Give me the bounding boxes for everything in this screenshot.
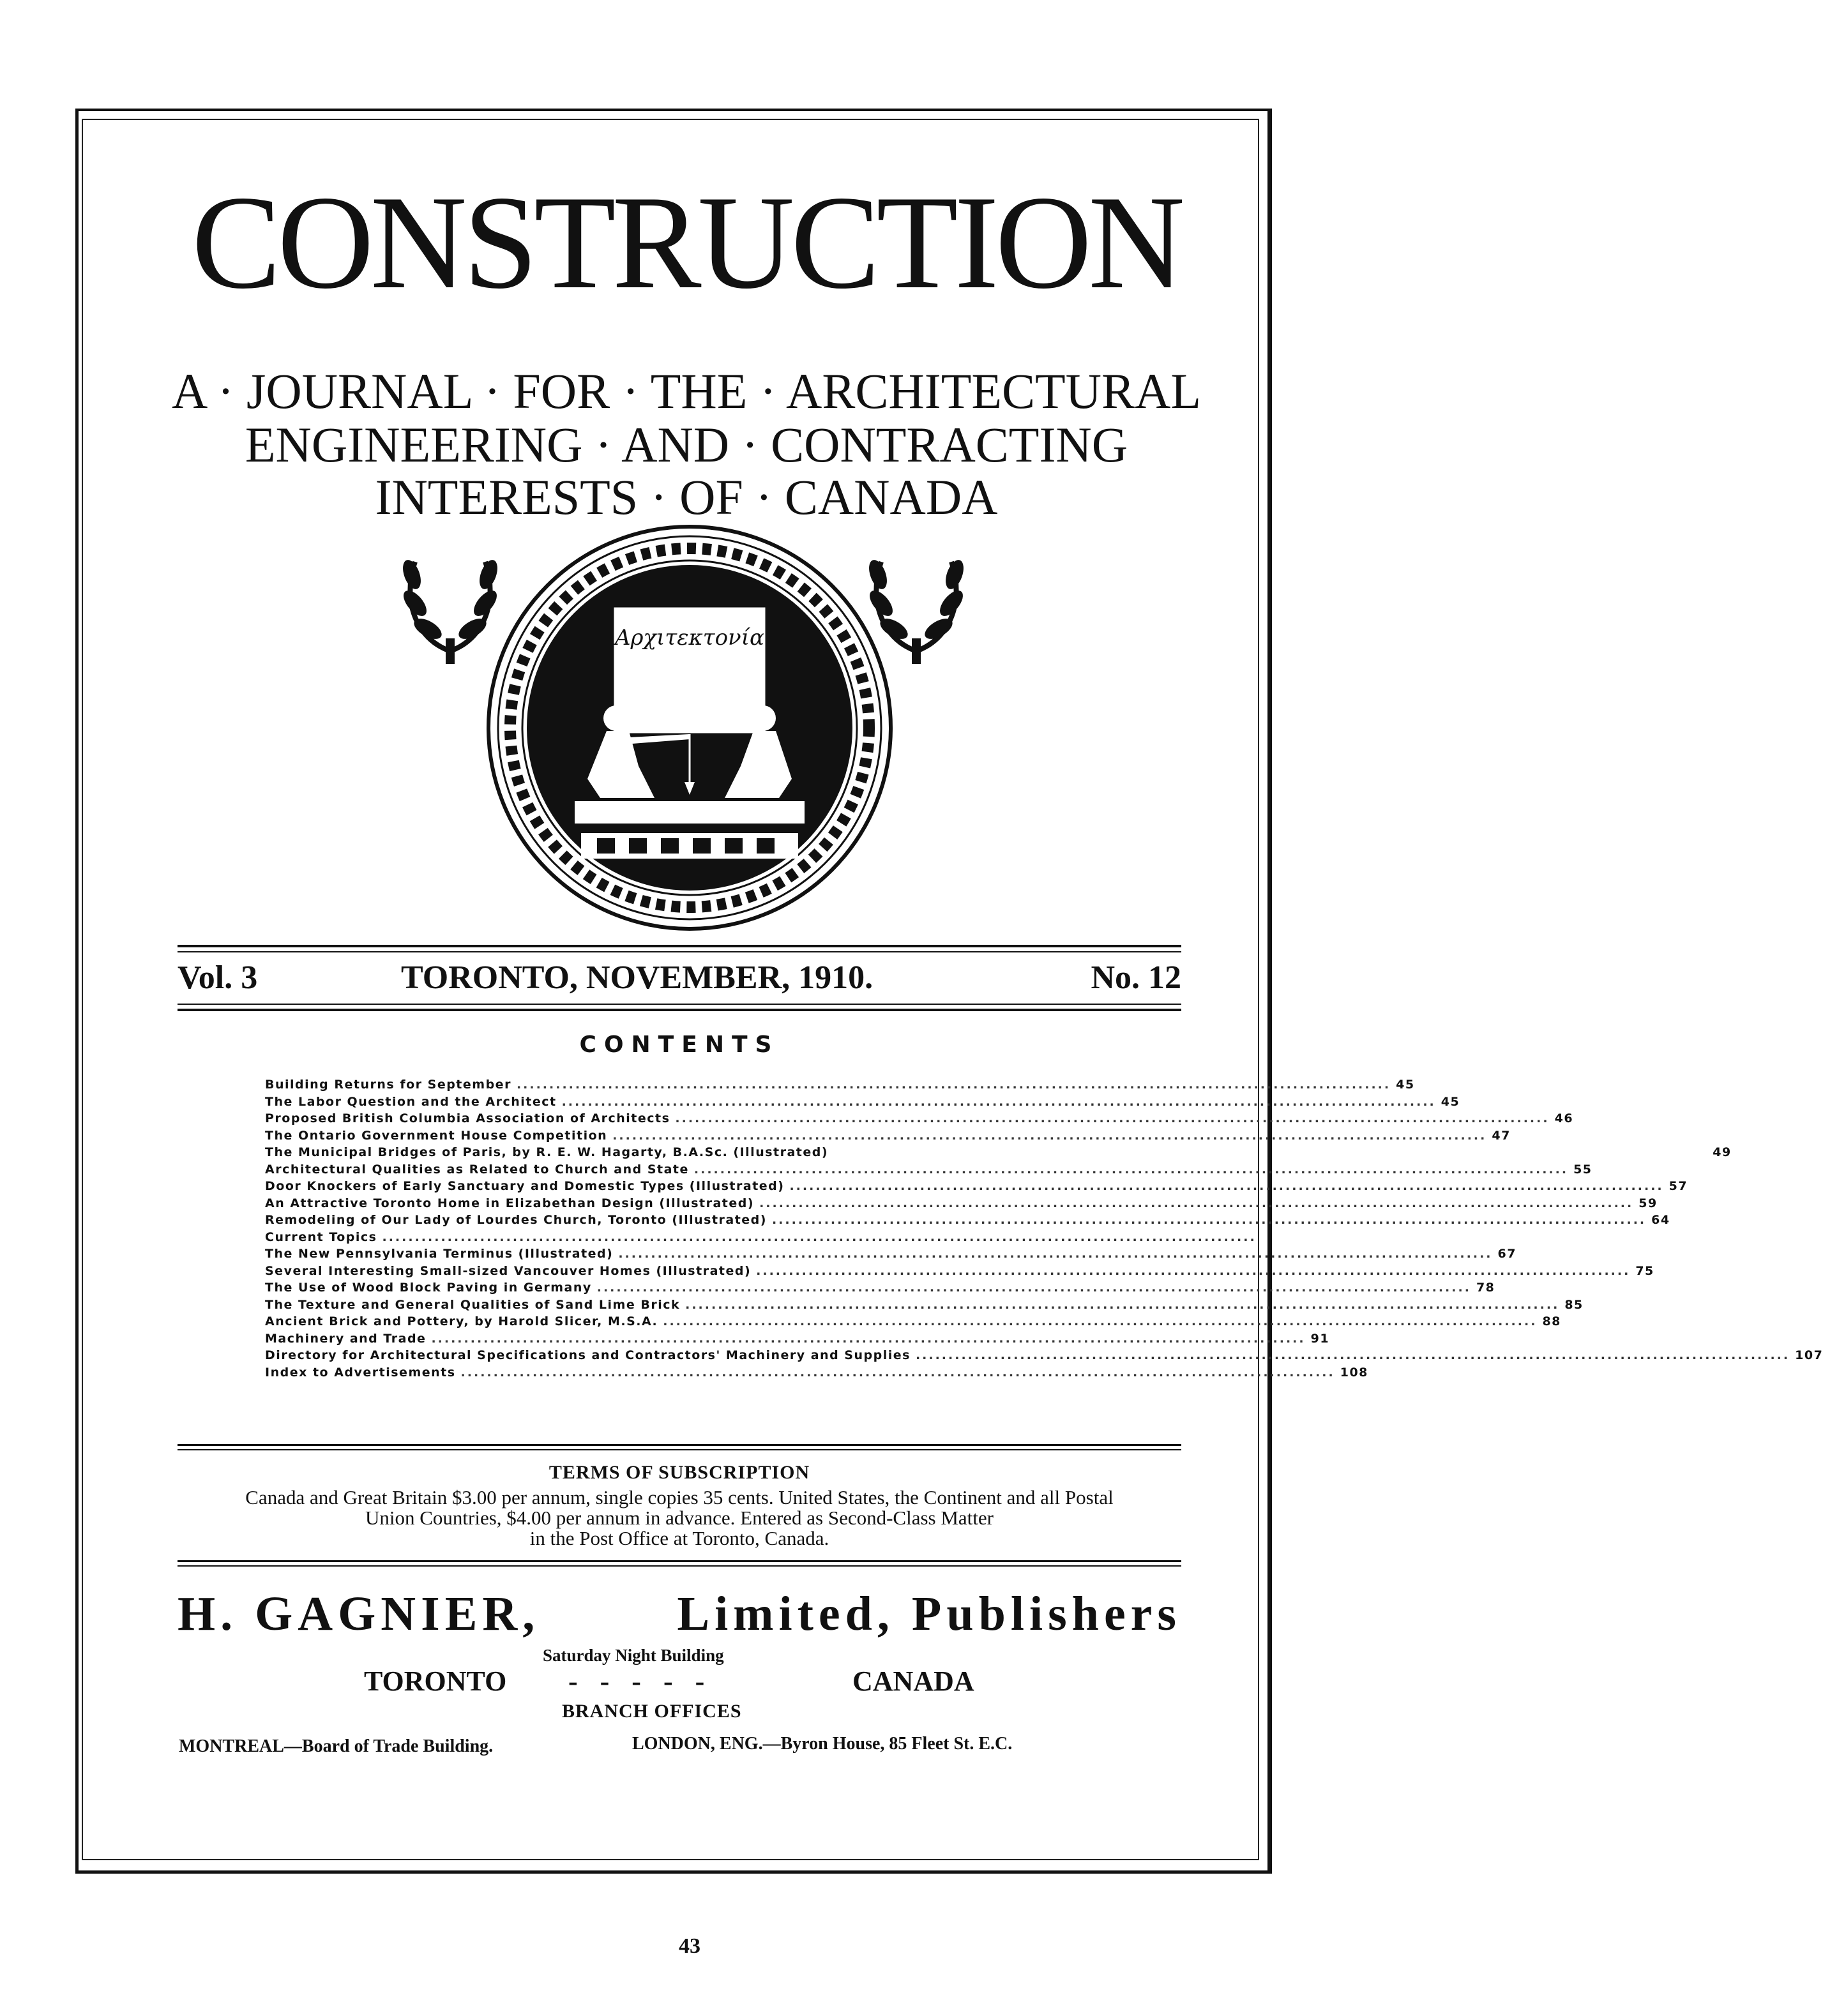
publisher-building: Saturday Night Building xyxy=(543,1646,724,1665)
toc-leader: ...................................................................................................................................... xyxy=(915,1348,1790,1362)
toc-title: Directory for Architectural Specifications and Contractors' Machinery and Supplies xyxy=(265,1348,911,1362)
toc-page: 91 xyxy=(1310,1331,1330,1346)
toc-page: 49 xyxy=(1713,1145,1732,1159)
branch-montreal: MONTREAL—Board of Trade Building. xyxy=(179,1736,494,1756)
contents-heading: CONTENTS xyxy=(579,1032,780,1058)
toc-leader: ...................................................................................................................................... xyxy=(693,1162,1569,1177)
toc-row xyxy=(265,1111,1574,1129)
toc-leader: ...................................................................................................................................... xyxy=(618,1247,1493,1261)
toc-leader: ...................................................................................................................................... xyxy=(771,1213,1647,1227)
emblem-inscription: Αρχιτεκτονία xyxy=(614,625,765,651)
toc-page: 47 xyxy=(1492,1128,1511,1143)
toc-row xyxy=(265,1247,1517,1264)
toc-page: 67 xyxy=(1497,1247,1517,1261)
toc-title: The Labor Question and the Architect xyxy=(265,1094,557,1109)
toc-leader: ...................................................................................................................................... xyxy=(663,1314,1538,1328)
toc-page: 75 xyxy=(1635,1263,1654,1278)
toc-title: Ancient Brick and Pottery, by Harold Slicer, M.S.A. xyxy=(265,1314,658,1328)
table-of-contents xyxy=(265,1078,1823,1382)
rule-above-publisher-thin xyxy=(178,1565,1181,1567)
masthead-title: CONSTRUCTION xyxy=(192,169,1181,317)
toc-page: 107 xyxy=(1795,1348,1823,1362)
toc-page: 108 xyxy=(1340,1365,1368,1380)
masthead-subtitle-line2: ENGINEERING · AND · CONTRACTING xyxy=(245,417,1128,472)
toc-row xyxy=(265,1263,1654,1281)
toc-leader: ...................................................................................................................................... xyxy=(612,1128,1487,1143)
toc-title: The New Pennsylvania Terminus (Illustrated) xyxy=(265,1247,614,1261)
toc-row xyxy=(265,1179,1688,1196)
toc-row xyxy=(265,1078,1415,1095)
toc-row xyxy=(265,1297,1584,1315)
toc-title: Architectural Qualities as Related to Church and State xyxy=(265,1162,689,1177)
issue-line xyxy=(178,956,1181,1001)
toc-row xyxy=(265,1348,1823,1365)
toc-title: The Texture and General Qualities of Sand Lime Brick xyxy=(265,1297,681,1312)
toc-page: 45 xyxy=(1396,1078,1415,1092)
architecture-emblem-icon xyxy=(485,523,894,932)
publisher-suffix: Limited, Publishers xyxy=(677,1587,1181,1641)
publisher-country: CANADA xyxy=(852,1666,974,1697)
toc-leader: ...................................................................................................................................... xyxy=(675,1111,1550,1125)
rule-below-issue-thick xyxy=(178,1009,1181,1011)
toc-title: The Use of Wood Block Paving in Germany xyxy=(265,1281,592,1295)
toc-leader: ...................................................................................................................................... xyxy=(596,1281,1471,1295)
toc-page: 78 xyxy=(1476,1281,1495,1295)
rule-above-terms xyxy=(178,1444,1181,1446)
toc-page: 85 xyxy=(1564,1297,1584,1312)
toc-leader: ...................................................................................................................................... xyxy=(561,1094,1436,1109)
toc-page: 45 xyxy=(1441,1094,1460,1109)
toc-row xyxy=(265,1281,1495,1298)
toc-leader: ...................................................................................................................................... xyxy=(756,1263,1631,1278)
masthead-subtitle-line1: A · JOURNAL · FOR · THE · ARCHITECTURAL xyxy=(172,363,1201,419)
toc-leader: ...................................................................................................................................... xyxy=(516,1078,1391,1092)
toc-title: Several Interesting Small-sized Vancouver Homes (Illustrated) xyxy=(265,1263,752,1278)
page-number: 43 xyxy=(679,1934,700,1958)
toc-page: 88 xyxy=(1542,1314,1561,1328)
branch-heading: BRANCH OFFICES xyxy=(562,1701,742,1722)
toc-row xyxy=(265,1213,1670,1230)
toc-row xyxy=(265,1162,1592,1180)
toc-row xyxy=(265,1196,1658,1214)
rule-above-issue xyxy=(178,945,1181,947)
toc-leader: ...................................................................................................................................... xyxy=(685,1297,1560,1312)
rule-below-issue xyxy=(178,1004,1181,1005)
toc-row xyxy=(265,1094,1460,1112)
publisher-name xyxy=(178,1586,1181,1642)
terms-heading: TERMS OF SUBSCRIPTION xyxy=(548,1462,810,1483)
toc-row xyxy=(265,1314,1561,1332)
toc-row xyxy=(265,1365,1368,1383)
toc-title: Machinery and Trade xyxy=(265,1331,427,1346)
toc-page: 46 xyxy=(1554,1111,1574,1125)
rule-above-terms-thin xyxy=(178,1449,1181,1450)
toc-title: Proposed British Columbia Association of Architects xyxy=(265,1111,670,1125)
toc-page: 59 xyxy=(1638,1196,1658,1210)
toc-title: Remodeling of Our Lady of Lourdes Church, Toronto (Illustrated) xyxy=(265,1213,767,1227)
toc-title: The Municipal Bridges of Paris, by R. E. W. Hagarty, B.A.Sc. (Illustrated) xyxy=(265,1145,829,1159)
toc-page: 57 xyxy=(1668,1179,1688,1193)
issue-number: No. 12 xyxy=(1091,959,1181,996)
toc-title: Current Topics xyxy=(265,1230,377,1244)
volume-label: Vol. 3 xyxy=(178,959,258,996)
toc-leader: ...................................................................................................................................... xyxy=(431,1331,1306,1346)
terms-line1: Canada and Great Britain $3.00 per annum, single copies 35 cents. United States, the Continent and all Postal xyxy=(245,1486,1114,1508)
masthead-subtitle-line3: INTERESTS · OF · CANADA xyxy=(375,469,998,525)
toc-row xyxy=(265,1331,1330,1349)
terms-line2: Union Countries, $4.00 per annum in advance. Entered as Second-Class Matter xyxy=(365,1507,994,1529)
toc-row xyxy=(265,1128,1511,1146)
terms-line3: in the Post Office at Toronto, Canada. xyxy=(529,1527,829,1549)
rule-above-issue-thin xyxy=(178,951,1181,952)
toc-title: Building Returns for September xyxy=(265,1078,511,1092)
branch-london: LONDON, ENG.—Byron House, 85 Fleet St. E.C. xyxy=(632,1734,1013,1754)
toc-leader: ...................................................................................................................................... xyxy=(789,1179,1664,1193)
toc-row xyxy=(265,1230,1257,1247)
rule-above-publisher xyxy=(178,1560,1181,1562)
toc-leader: ...................................................................................................................................... xyxy=(460,1365,1335,1380)
toc-title: Index to Advertisements xyxy=(265,1365,456,1380)
place-date: TORONTO, NOVEMBER, 1910. xyxy=(401,959,874,996)
toc-title: The Ontario Government House Competition xyxy=(265,1128,608,1143)
publisher-company: H. GAGNIER, xyxy=(178,1587,540,1641)
toc-title: An Attractive Toronto Home in Elizabethan Design (Illustrated) xyxy=(265,1196,755,1210)
toc-page: 64 xyxy=(1651,1213,1670,1227)
toc-leader: ...................................................................................................................................... xyxy=(759,1196,1634,1210)
toc-title: Door Knockers of Early Sanctuary and Domestic Types (Illustrated) xyxy=(265,1179,785,1193)
toc-leader: ...................................................................................................................................... xyxy=(382,1230,1257,1244)
toc-row xyxy=(265,1145,1732,1162)
publisher-city: TORONTO xyxy=(364,1666,507,1697)
publisher-separator: - - - - - xyxy=(568,1666,713,1697)
toc-page: 55 xyxy=(1573,1162,1592,1177)
